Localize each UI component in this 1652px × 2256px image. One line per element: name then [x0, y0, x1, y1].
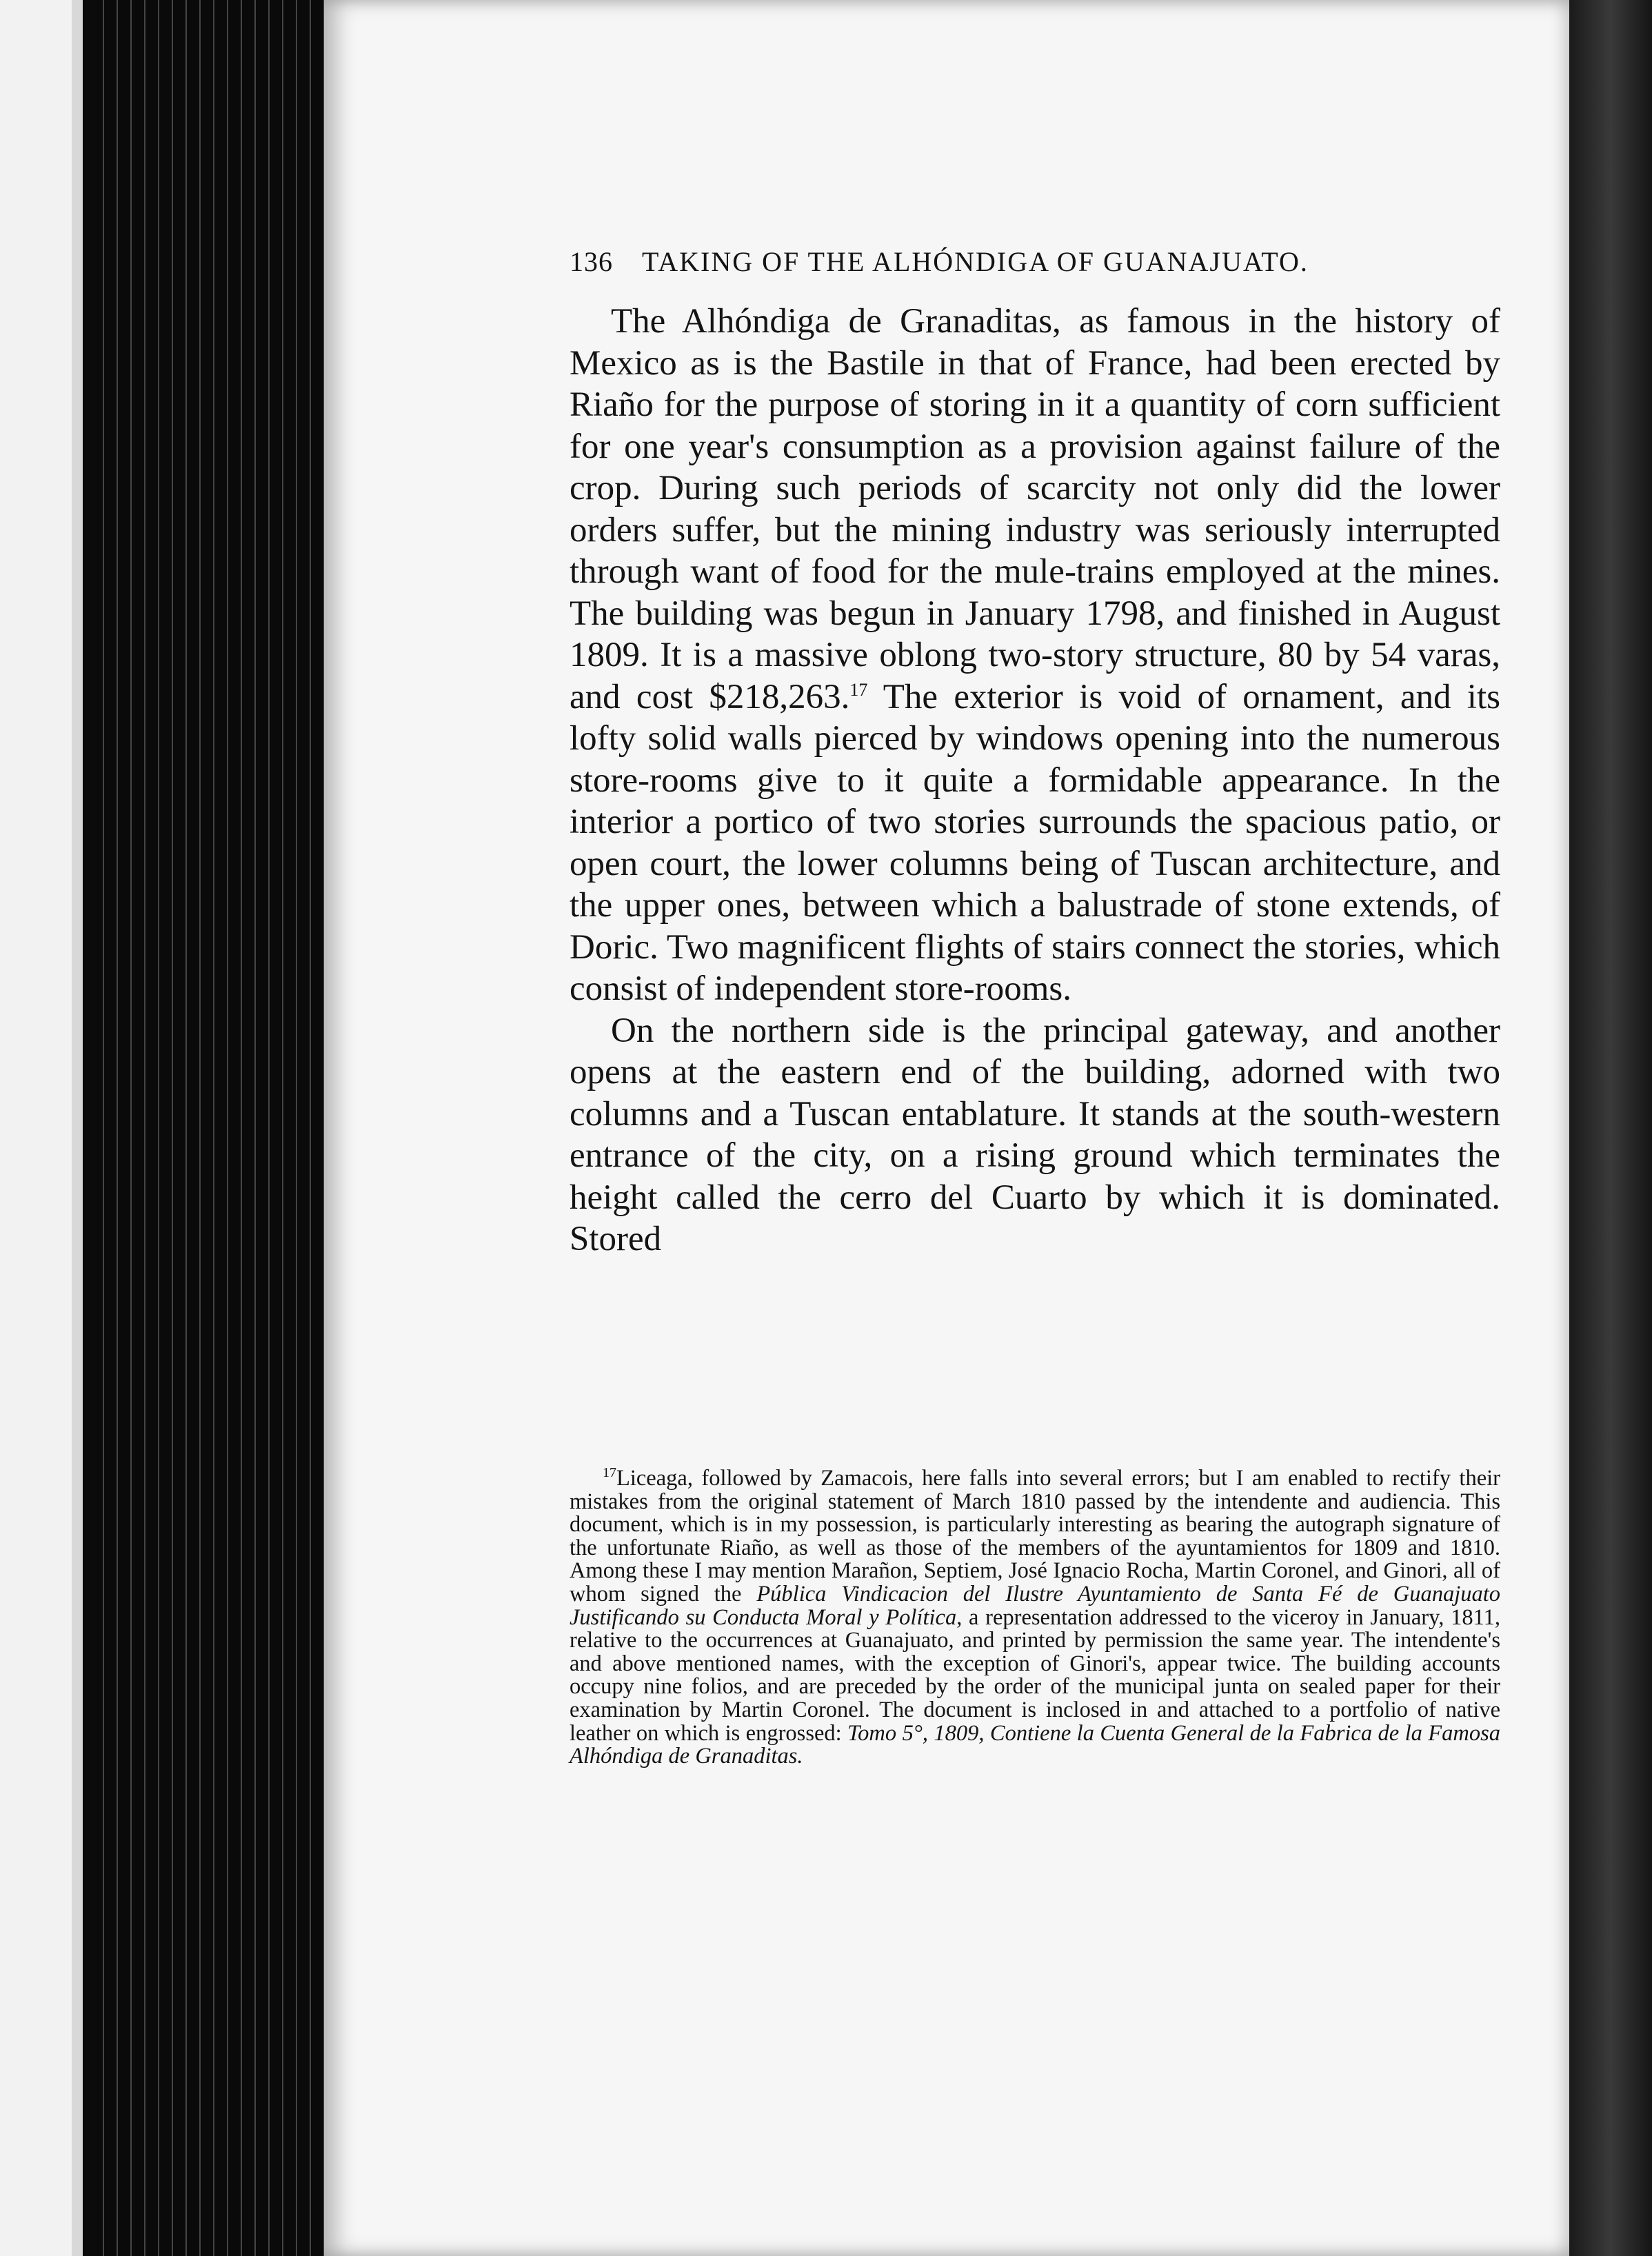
footnote-text-b: , a representation addressed to the viceroy in January, 1811, relative to the occurrences at Guanajuato, and printed by permission the same year. The intendente's and above mentioned names, with the exception of Ginori's, appear twice. The building accounts occupy nine folios, and are preceded by the order of the municipal junta on sealed paper for their examination by Martin Coronel. The document is inclosed in and attached to a portfolio of native leather on which is engrossed: [570, 1604, 1501, 1746]
body-text [570, 301, 1500, 1260]
scan-margin-edge [72, 0, 83, 2256]
running-head [570, 243, 1397, 280]
footnote-title-italic: Pública Vindicacion del Ilustre Ayuntamiento de Santa Fé de Guanajuato Justificando su Conducta Moral y Política [570, 1581, 1500, 1630]
footnote-engraving-italic: Tomo 5°, 1809, Contiene la Cuenta General de la Fabrica de la Famosa Alhóndiga de Granaditas. [570, 1720, 1500, 1769]
footnote-reference: 17 [849, 679, 868, 700]
running-head-title: TAKING OF THE ALHÓNDIGA OF GUANAJUATO. [642, 245, 1309, 277]
paragraph-1-text-a: The Alhóndiga de Granaditas, as famous in the history of Mexico as is the Bastile in that of France, had been erected by Riaño for the purpose of storing in it a quantity of corn sufficient for one year's consumption as a provision against failure of the crop. During such periods of scarcity not only did the lower orders suffer, but the mining industry was seriously interrupted through want of food for the mule-trains employed at the mines. The building was begun in January 1798, and finished in August 1809. It is a massive oblong two-story structure, 80 by 54 varas, and cost $218,263. [570, 302, 1500, 716]
footnote-17 [570, 1467, 1500, 1769]
page-number: 136 [570, 245, 613, 277]
paragraph-1 [570, 301, 1500, 1010]
footnote-marker: 17 [603, 1465, 616, 1481]
paragraph-1-text-b: The exterior is void of ornament, and its lofty solid walls pierced by windows opening into the numerous store-rooms give to it quite a formidable appearance. In the interior a portico of two stories surrounds the spacious patio, or open court, the lower columns being of Tuscan architecture, and the upper ones, between which a balustrade of stone extends, of Doric. Two magnificent flights of stairs connect the stories, which consist of independent store-rooms. [570, 677, 1500, 1008]
footnote-block [570, 1467, 1500, 1769]
book-page-edges [97, 0, 324, 2256]
scan-margin-strip [0, 0, 83, 2256]
footnote-text-a: Liceaga, followed by Zamacois, here falls into several errors; but I am enabled to rectify their mistakes from the original statement of March 1810 passed by the intendente and audiencia. This document, which is in my possession, is particularly interesting as bearing the autograph signature of the unfortunate Riaño, as well as those of the members of the ayuntamientos for 1809 and 1810. Among these I may mention Marañon, Septiem, José Ignacio Rocha, Martin Coronel, and Ginori, all of whom signed the [570, 1466, 1500, 1607]
paragraph-2: On the northern side is the principal gateway, and another opens at the eastern end of the building, adorned with two columns and a Tuscan entablature. It stands at the south-western entrance of the city, on a rising ground which terminates the height called the cerro del Cuarto by which it is dominated. Stored [570, 1011, 1500, 1258]
scan-background-right [1569, 0, 1652, 2256]
